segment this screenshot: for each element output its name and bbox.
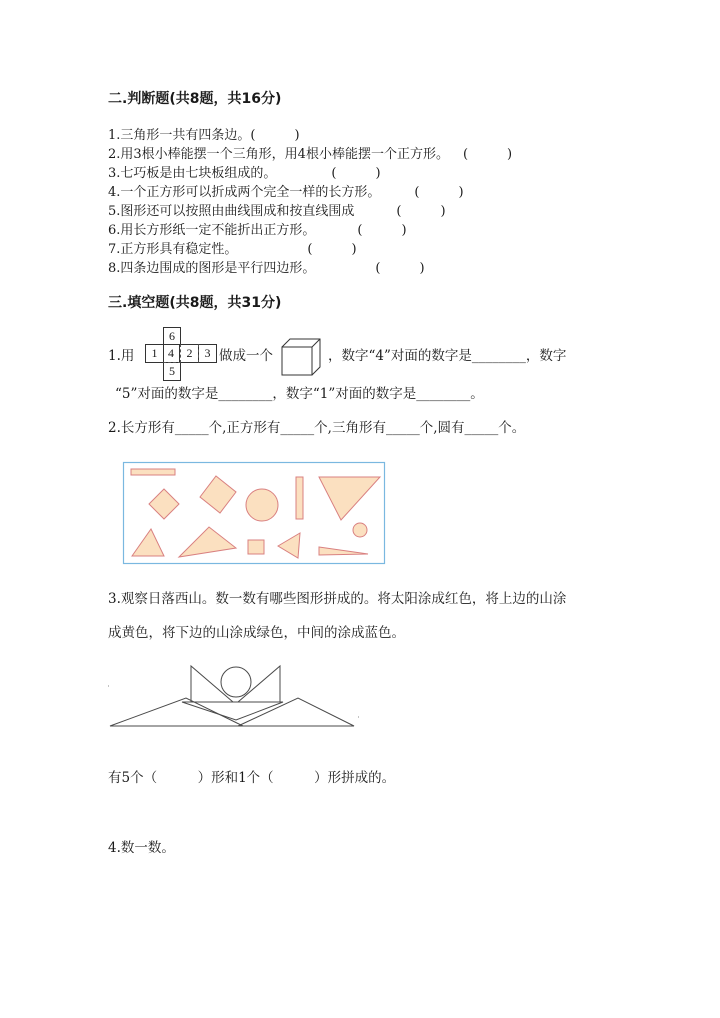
shape-diamond-square xyxy=(149,489,179,519)
q1-line2: “5”对面的数字是________，数字“1”对面的数字是________。 xyxy=(115,386,484,402)
judge-item-text: 3.七巧板是由七块板组成的。 xyxy=(108,166,277,181)
shape-small-square xyxy=(248,540,264,554)
shape-small-circle xyxy=(353,523,367,537)
right-upper-mountain xyxy=(238,666,280,702)
judge-item-text: 8.四条边围成的图形是平行四边形。 xyxy=(108,261,316,276)
answer-paren[interactable]: ( ) xyxy=(414,185,464,200)
net-cell-right2: 3 xyxy=(198,344,217,363)
net-cell-center: 4 xyxy=(163,344,180,363)
q3-answer: 有5个（ ）形和1个（ ）形拼成的。 xyxy=(108,770,396,786)
q3-line1: 3.观察日落西山。数一数有哪些图形拼成的。将太阳涂成红色，将上边的山涂 xyxy=(108,591,567,607)
judge-item-5 xyxy=(108,200,446,219)
judge-item-7 xyxy=(108,238,357,257)
shape-triangle-right xyxy=(319,477,380,520)
answer-paren[interactable]: ( ) xyxy=(375,261,425,276)
sun xyxy=(221,667,251,697)
judge-item-8 xyxy=(108,257,425,276)
shape-arrow-triangle xyxy=(278,533,300,558)
judge-item-text: 4.一个正方形可以折成两个完全一样的长方形。 xyxy=(108,185,381,200)
q1-prefix: 1.用 xyxy=(108,348,135,364)
net-cell-bottom: 5 xyxy=(163,362,181,381)
shape-tilted-square xyxy=(200,476,236,513)
judge-item-3 xyxy=(108,162,381,181)
shape-long-rectangle xyxy=(131,469,175,475)
net-cell-right1: 2 xyxy=(180,344,199,363)
net-cell-left: 1 xyxy=(145,344,164,363)
cube-net xyxy=(145,327,217,381)
judge-item-text: 1.三角形一共有四条边。 xyxy=(108,128,251,143)
q4-text: 4.数一数。 xyxy=(108,840,175,856)
middle-mountain xyxy=(182,702,283,720)
q3-line2: 成黄色，将下边的山涂成绿色，中间的涂成蓝色。 xyxy=(108,625,405,641)
shapes-figure xyxy=(123,462,385,564)
shape-triangle-bottom-left xyxy=(132,529,164,556)
judge-item-text: 7.正方形具有稳定性。 xyxy=(108,242,238,257)
judge-item-text: 5.图形还可以按照由曲线围成和按直线围成 xyxy=(108,204,355,219)
section-2-title: 二.判断题(共8题，共16分) xyxy=(108,91,282,107)
answer-paren[interactable]: ( ) xyxy=(396,204,446,219)
cube-drawing xyxy=(280,337,322,377)
answer-paren[interactable]: ( ) xyxy=(331,166,381,181)
answer-paren[interactable]: ( ) xyxy=(357,223,407,238)
section-3-title: 三.填空题(共8题，共31分) xyxy=(108,295,282,311)
net-cell-top: 6 xyxy=(163,327,181,345)
judge-item-6 xyxy=(108,219,407,238)
q2-text: 2.长方形有_____个,正方形有_____个,三角形有_____个,圆有_____个。 xyxy=(108,420,526,436)
sunset-figure xyxy=(108,658,360,730)
answer-paren[interactable]: ( ) xyxy=(462,147,513,162)
judge-item-4 xyxy=(108,181,464,200)
judge-item-text: 6.用长方形纸一定不能折出正方形。 xyxy=(108,223,316,238)
judge-item-2 xyxy=(108,143,512,162)
left-upper-mountain xyxy=(191,666,233,702)
shape-thin-triangle xyxy=(319,547,368,555)
q1-after: ，数字“4”对面的数字是________，数字 xyxy=(328,348,567,364)
answer-paren[interactable]: ( ) xyxy=(307,242,357,257)
answer-paren[interactable]: ( ) xyxy=(250,128,300,143)
judge-item-1 xyxy=(108,124,300,143)
shape-circle xyxy=(246,489,278,521)
shape-tall-rectangle xyxy=(296,477,303,519)
q1-mid: 做成一个 xyxy=(219,348,273,364)
shape-triangle-wide xyxy=(179,527,236,557)
judge-item-text: 2.用3根小棒能摆一个三角形，用4根小棒能摆一个正方形。 xyxy=(108,147,449,162)
